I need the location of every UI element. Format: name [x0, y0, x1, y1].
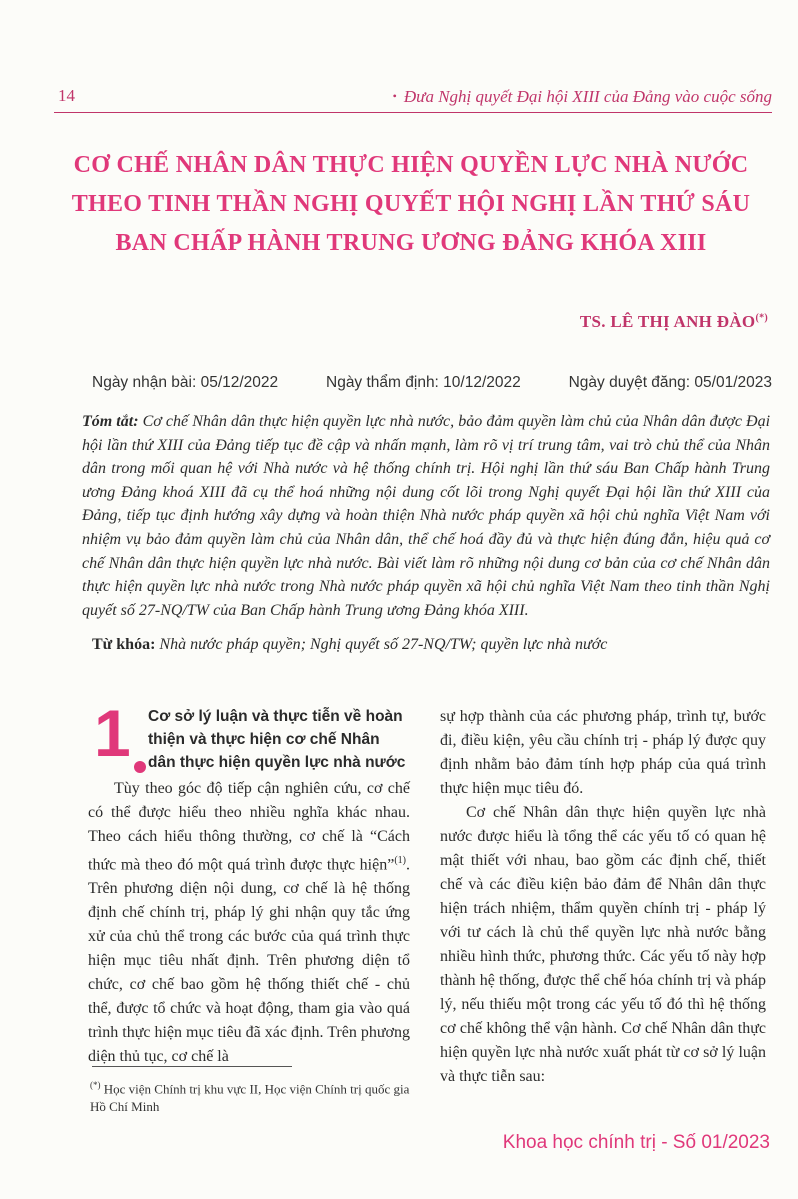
title-line-2: THEO TINH THẦN NGHỊ QUYẾT HỘI NGHỊ LẦN THỨ SÁU	[71, 191, 751, 217]
section-title: Cơ sở lý luận và thực tiễn về hoàn thiện và thực hiện cơ chế Nhân dân thực hiện quyền lực nhà nước	[148, 708, 406, 771]
author	[580, 312, 768, 332]
footnote-text: Học viện Chính trị khu vực II, Học viện Chính trị quốc gia Hồ Chí Minh	[90, 1081, 410, 1115]
running-header-title: Đưa Nghị quyết Đại hội XIII của Đảng vào cuộc sống	[403, 87, 772, 106]
bullet-icon: •	[392, 89, 397, 103]
header-rule	[54, 112, 772, 113]
footnote-rule	[92, 1066, 292, 1067]
title-line-3: BAN CHẤP HÀNH TRUNG ƯƠNG ĐẢNG KHÓA XIII	[115, 230, 707, 256]
date-received: Ngày nhận bài: 05/12/2022	[92, 374, 279, 391]
column-left	[88, 696, 410, 1069]
paragraph-1	[88, 777, 410, 1069]
journal-footer: Khoa học chính trị - Số 01/2023	[502, 1132, 770, 1153]
abstract	[82, 410, 770, 622]
footnote-marker: (*)	[90, 1080, 101, 1090]
abstract-text: Cơ chế Nhân dân thực hiện quyền lực nhà nước, bảo đảm quyền làm chủ của Nhân dân được Đại hội lần thứ XIII của Đảng tiếp tục đề cập và nhấn mạnh, làm rõ vị trí trung tâm, vai trò chủ thể của Nhân dân trong mối quan hệ với Nhà nước và hệ thống chính trị. Hội nghị lần thứ sáu Ban Chấp hành Trung ương Đảng khoá XIII đã cụ thể hoá những nội dung cốt lõi trong Nghị quyết Đại hội lần thứ XIII của Đảng, tiếp tục định hướng xây dựng và hoàn thiện Nhà nước pháp quyền xã hội chủ nghĩa Việt Nam với nhiệm vụ bảo đảm quyền làm chủ của Nhân dân, thể chế hoá đầy đủ và thực hiện đúng đắn, hiệu quả cơ chế Nhân dân thực hiện quyền lực nhà nước. Bài viết làm rõ những nội dung cơ bản của cơ chế Nhân dân thực hiện quyền lực nhà nước trong Nhà nước pháp quyền xã hội chủ nghĩa Việt Nam theo tinh thần Nghị quyết số 27-NQ/TW của Ban Chấp hành Trung ương Đảng khóa XIII.	[82, 413, 771, 619]
paragraph-2: Cơ chế Nhân dân thực hiện quyền lực nhà nước được hiểu là tổng thể các yếu tố có quan hệ mật thiết với nhau, bao gồm các định chế, thiết chế và các điều kiện bảo đảm để Nhân dân thực hiện trách nhiệm, thẩm quyền chính trị - pháp lý với tư cách là chủ thể quyền lực nhà nước bằng nhiều hình thức, phương thức. Các yếu tố này hợp thành hệ thống, được thể chế hóa chính trị và pháp lý, nếu thiếu một trong các yếu tố đó thì hệ thống cơ chế không thể vận hành. Cơ chế Nhân dân thực hiện quyền lực nhà nước xuất phát từ cơ sở lý luận và thực tiễn sau:	[440, 804, 766, 1085]
footnote-ref: (1)	[394, 855, 406, 866]
footnote	[90, 1076, 410, 1116]
author-marker: (*)	[755, 312, 768, 324]
article-title	[54, 146, 768, 263]
column-right	[440, 705, 766, 1089]
paragraph-1-text-b: . Trên phương diện nội dung, cơ chế là hệ thống định chế chính trị, pháp lý ghi nhận quy tắc ứng xử của chủ thể trong các bước của quá trình thực hiện mục tiêu nhất định. Trên phương diện tổ chức, cơ chế bao gồm hệ thống thiết chế - chủ thể, được tổ chức và hoạt động, tham gia vào quá trình thực hiện mục tiêu đã xác định. Trên phương diện thủ tục, cơ chế là	[88, 856, 410, 1066]
date-reviewed: Ngày thẩm định: 10/12/2022	[326, 374, 521, 391]
running-header	[392, 87, 772, 107]
page-number: 14	[58, 86, 75, 105]
title-line-1: CƠ CHẾ NHÂN DÂN THỰC HIỆN QUYỀN LỰC NHÀ NƯỚC	[73, 152, 749, 178]
keywords-text: Nhà nước pháp quyền; Nghị quyết số 27-NQ/TW; quyền lực nhà nước	[159, 636, 608, 653]
abstract-label: Tóm tắt:	[82, 413, 139, 430]
dot-icon	[134, 761, 146, 773]
section-heading	[88, 696, 410, 777]
section-number: 1	[94, 696, 131, 770]
keywords	[92, 633, 770, 656]
keywords-label: Từ khóa:	[92, 636, 156, 653]
paragraph-1-continued: sự hợp thành của các phương pháp, trình tự, bước đi, điều kiện, yêu cầu chính trị - pháp lý được quy định nhằm bảo đảm tính hợp pháp của quá trình thực hiện mục tiêu đó.	[440, 708, 766, 797]
article-dates	[92, 374, 772, 392]
paragraph-1-text-a: Tùy theo góc độ tiếp cận nghiên cứu, cơ chế có thể được hiểu theo nhiều nghĩa khác nhau. Theo cách hiểu thông thường, cơ chế là “Cách thức mà theo đó một quá trình được thực hiện”	[88, 780, 410, 874]
date-approved: Ngày duyệt đăng: 05/01/2023	[568, 374, 772, 391]
author-name: TS. LÊ THỊ ANH ĐÀO	[579, 312, 756, 331]
